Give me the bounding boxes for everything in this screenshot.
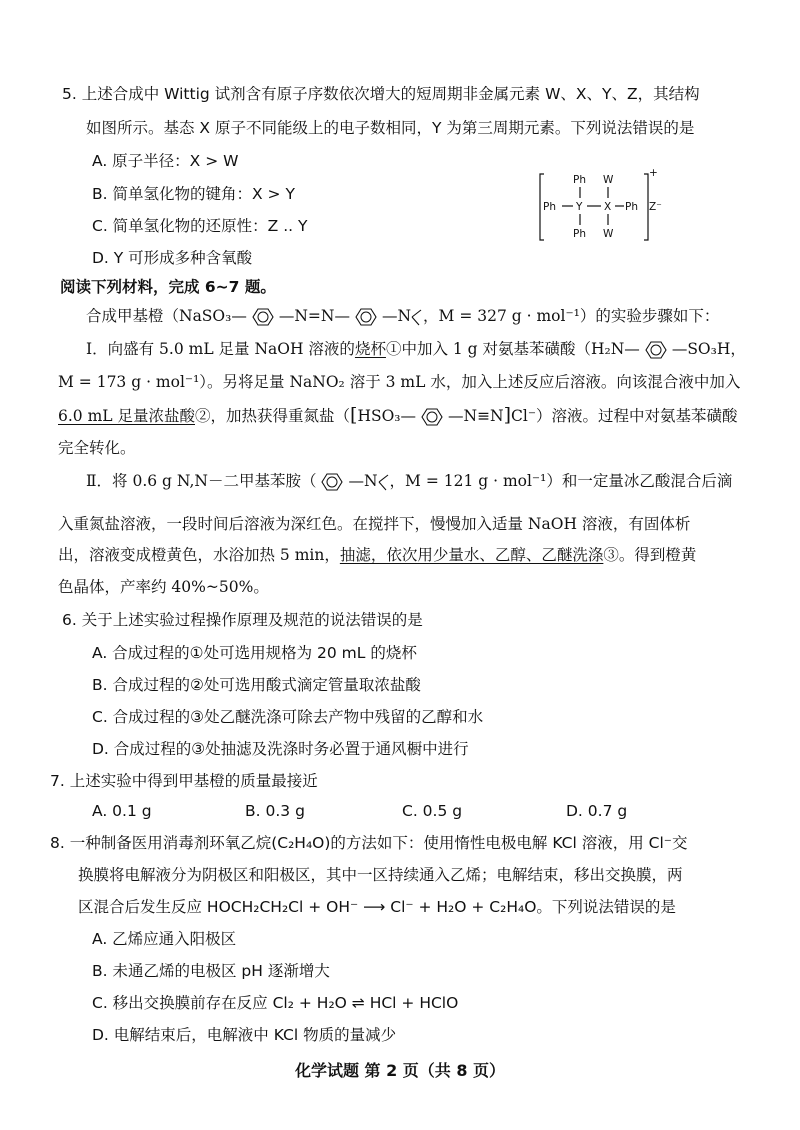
step1-text-e3: Cl⁻）溶液。过程中对氨基苯磺酸 bbox=[511, 407, 738, 425]
step1-text-a: Ⅰ．向盛有 5.0 mL 足量 NaOH 溶液的 bbox=[86, 340, 355, 358]
step2-line4: 色晶体，产率约 40%~50%。 bbox=[58, 578, 269, 596]
q6-option-d: D. 合成过程的③处抽滤及洗涤时务必置于通风橱中进行 bbox=[92, 740, 469, 758]
benzene-ring-icon bbox=[350, 306, 382, 328]
q7-option-a: A. 0.1 g bbox=[92, 802, 152, 820]
bracket-right: ] bbox=[503, 404, 512, 426]
step2-amine-n: —N bbox=[348, 472, 378, 490]
step1-text-c: ①中加入 1 g 对氨基苯磺酸（H₂N— bbox=[385, 340, 640, 358]
step2-text-a: Ⅱ．将 0.6 g N,N－二甲基苯胺（ bbox=[86, 472, 317, 490]
benzene-ring-icon bbox=[416, 406, 448, 428]
step1-diazonium: —N≡N bbox=[448, 407, 504, 425]
intro-azo: —N=N— bbox=[278, 307, 350, 325]
step1-line2: M = 173 g · mol⁻¹）。另将足量 NaNO₂ 溶于 3 mL 水，加入上述反应后溶液。向该混合液中加入 bbox=[58, 373, 741, 391]
q5-option-d: D. Y 可形成多种含氧酸 bbox=[92, 249, 253, 267]
reading-intro bbox=[86, 305, 719, 329]
q7-option-d: D. 0.7 g bbox=[566, 802, 628, 820]
step1-line4: 完全转化。 bbox=[58, 439, 136, 457]
wittig-structure-diagram bbox=[536, 168, 666, 246]
struct-w-bottom: W bbox=[603, 228, 614, 240]
benzene-ring-icon bbox=[247, 306, 279, 328]
reading-heading: 阅读下列材料，完成 6~7 题。 bbox=[60, 278, 276, 296]
q8-stem-line3: 区混合后发生反应 HOCH₂CH₂Cl + OH⁻ ⟶ Cl⁻ + H₂O + C₂H₄O。下列说法错误的是 bbox=[78, 898, 676, 916]
struct-ph-left: Ph bbox=[543, 201, 556, 213]
step2-text-c: ，M = 121 g · mol⁻¹）和一定量冰乙酸混合后滴 bbox=[389, 472, 733, 490]
q7-stem: 7. 上述实验中得到甲基橙的质量最接近 bbox=[50, 772, 318, 790]
q6-stem: 6. 关于上述实验过程操作原理及规范的说法错误的是 bbox=[62, 611, 423, 629]
q5-option-a: A. 原子半径：X > W bbox=[92, 152, 239, 170]
struct-x: X bbox=[604, 201, 612, 213]
q5-option-c: C. 简单氢化物的还原性：Z .. Y bbox=[92, 217, 308, 235]
step1-line3 bbox=[58, 404, 738, 428]
struct-ph-bottom: Ph bbox=[573, 228, 586, 240]
struct-ph-top: Ph bbox=[573, 174, 586, 186]
intro-text-post: ，M = 327 g · mol⁻¹）的实验步骤如下： bbox=[423, 307, 720, 325]
step2-filtration: 抽滤，依次用少量水、乙醇、乙醚洗涤 bbox=[339, 546, 604, 564]
q5-option-b: B. 简单氢化物的键角：X > Y bbox=[92, 185, 295, 203]
q8-stem-line2: 换膜将电解液分为阴极区和阳极区，其中一区持续通入乙烯；电解结束，移出交换膜，两 bbox=[78, 866, 683, 884]
q6-option-c: C. 合成过程的③处乙醚洗涤可除去产物中残留的乙醇和水 bbox=[92, 708, 484, 726]
q5-stem-line1: 5. 上述合成中 Wittig 试剂含有原子序数依次增大的短周期非金属元素 W、X、Y、Z，其结构 bbox=[62, 85, 700, 103]
q8-stem-line1: 8. 一种制备医用消毒剂环氧乙烷(C₂H₄O)的方法如下：使用惰性电极电解 KCl 溶液，用 Cl⁻交 bbox=[50, 834, 688, 852]
struct-w-top: W bbox=[603, 174, 614, 186]
q5-stem-line2: 如图所示。基态 X 原子不同能级上的电子数相同，Y 为第三周期元素。下列说法错误的是 bbox=[86, 119, 695, 137]
dimethyl-branch-icon bbox=[378, 471, 390, 493]
step2-text-c3: ③。得到橙黄 bbox=[603, 546, 697, 564]
step1-line1 bbox=[86, 338, 746, 361]
q6-option-a: A. 合成过程的①处可选用规格为 20 mL 的烧杯 bbox=[92, 644, 417, 662]
step1-text-d: —SO₃H， bbox=[671, 340, 746, 358]
q8-option-b: B. 未通乙烯的电极区 pH 逐渐增大 bbox=[92, 962, 330, 980]
intro-amine-n: —N bbox=[381, 307, 412, 325]
benzene-ring-icon bbox=[640, 339, 672, 361]
struct-charge-plus: + bbox=[649, 168, 658, 179]
step1-text-b3: ②，加热获得重氮盐（ bbox=[195, 407, 351, 425]
q7-option-b: B. 0.3 g bbox=[245, 802, 305, 820]
q8-option-c: C. 移出交换膜前存在反应 Cl₂ + H₂O ⇌ HCl + HClO bbox=[92, 994, 459, 1012]
page-footer: 化学试题 第 2 页（共 8 页） bbox=[294, 1061, 506, 1080]
struct-ph-right: Ph bbox=[625, 201, 638, 213]
step1-beaker: 烧杯 bbox=[354, 340, 386, 358]
q7-option-c: C. 0.5 g bbox=[402, 802, 463, 820]
q6-option-b: B. 合成过程的②处可选用酸式滴定管量取浓盐酸 bbox=[92, 676, 421, 694]
step2-line1 bbox=[86, 470, 732, 494]
step1-conc-hcl: 6.0 mL 足量浓盐酸 bbox=[58, 407, 195, 425]
dimethyl-branch-icon bbox=[411, 306, 423, 328]
q8-option-a: A. 乙烯应通入阳极区 bbox=[92, 930, 237, 948]
step2-text-a3: 出，溶液变成橙黄色，水浴加热 5 min， bbox=[58, 546, 340, 564]
struct-y: Y bbox=[576, 201, 583, 213]
benzene-ring-icon bbox=[316, 471, 348, 493]
bracket-left: [ bbox=[350, 404, 358, 426]
struct-anion: Z⁻ bbox=[649, 201, 662, 213]
step2-line2: 入重氮盐溶液，一段时间后溶液为深红色。在搅拌下，慢慢加入适量 NaOH 溶液，有固体析 bbox=[58, 515, 691, 533]
step1-hso3: HSO₃— bbox=[357, 407, 416, 425]
step2-line3 bbox=[58, 544, 696, 566]
q8-option-d: D. 电解结束后，电解液中 KCl 物质的量减少 bbox=[92, 1026, 397, 1044]
intro-text-pre: 合成甲基橙（NaSO₃— bbox=[86, 307, 247, 325]
